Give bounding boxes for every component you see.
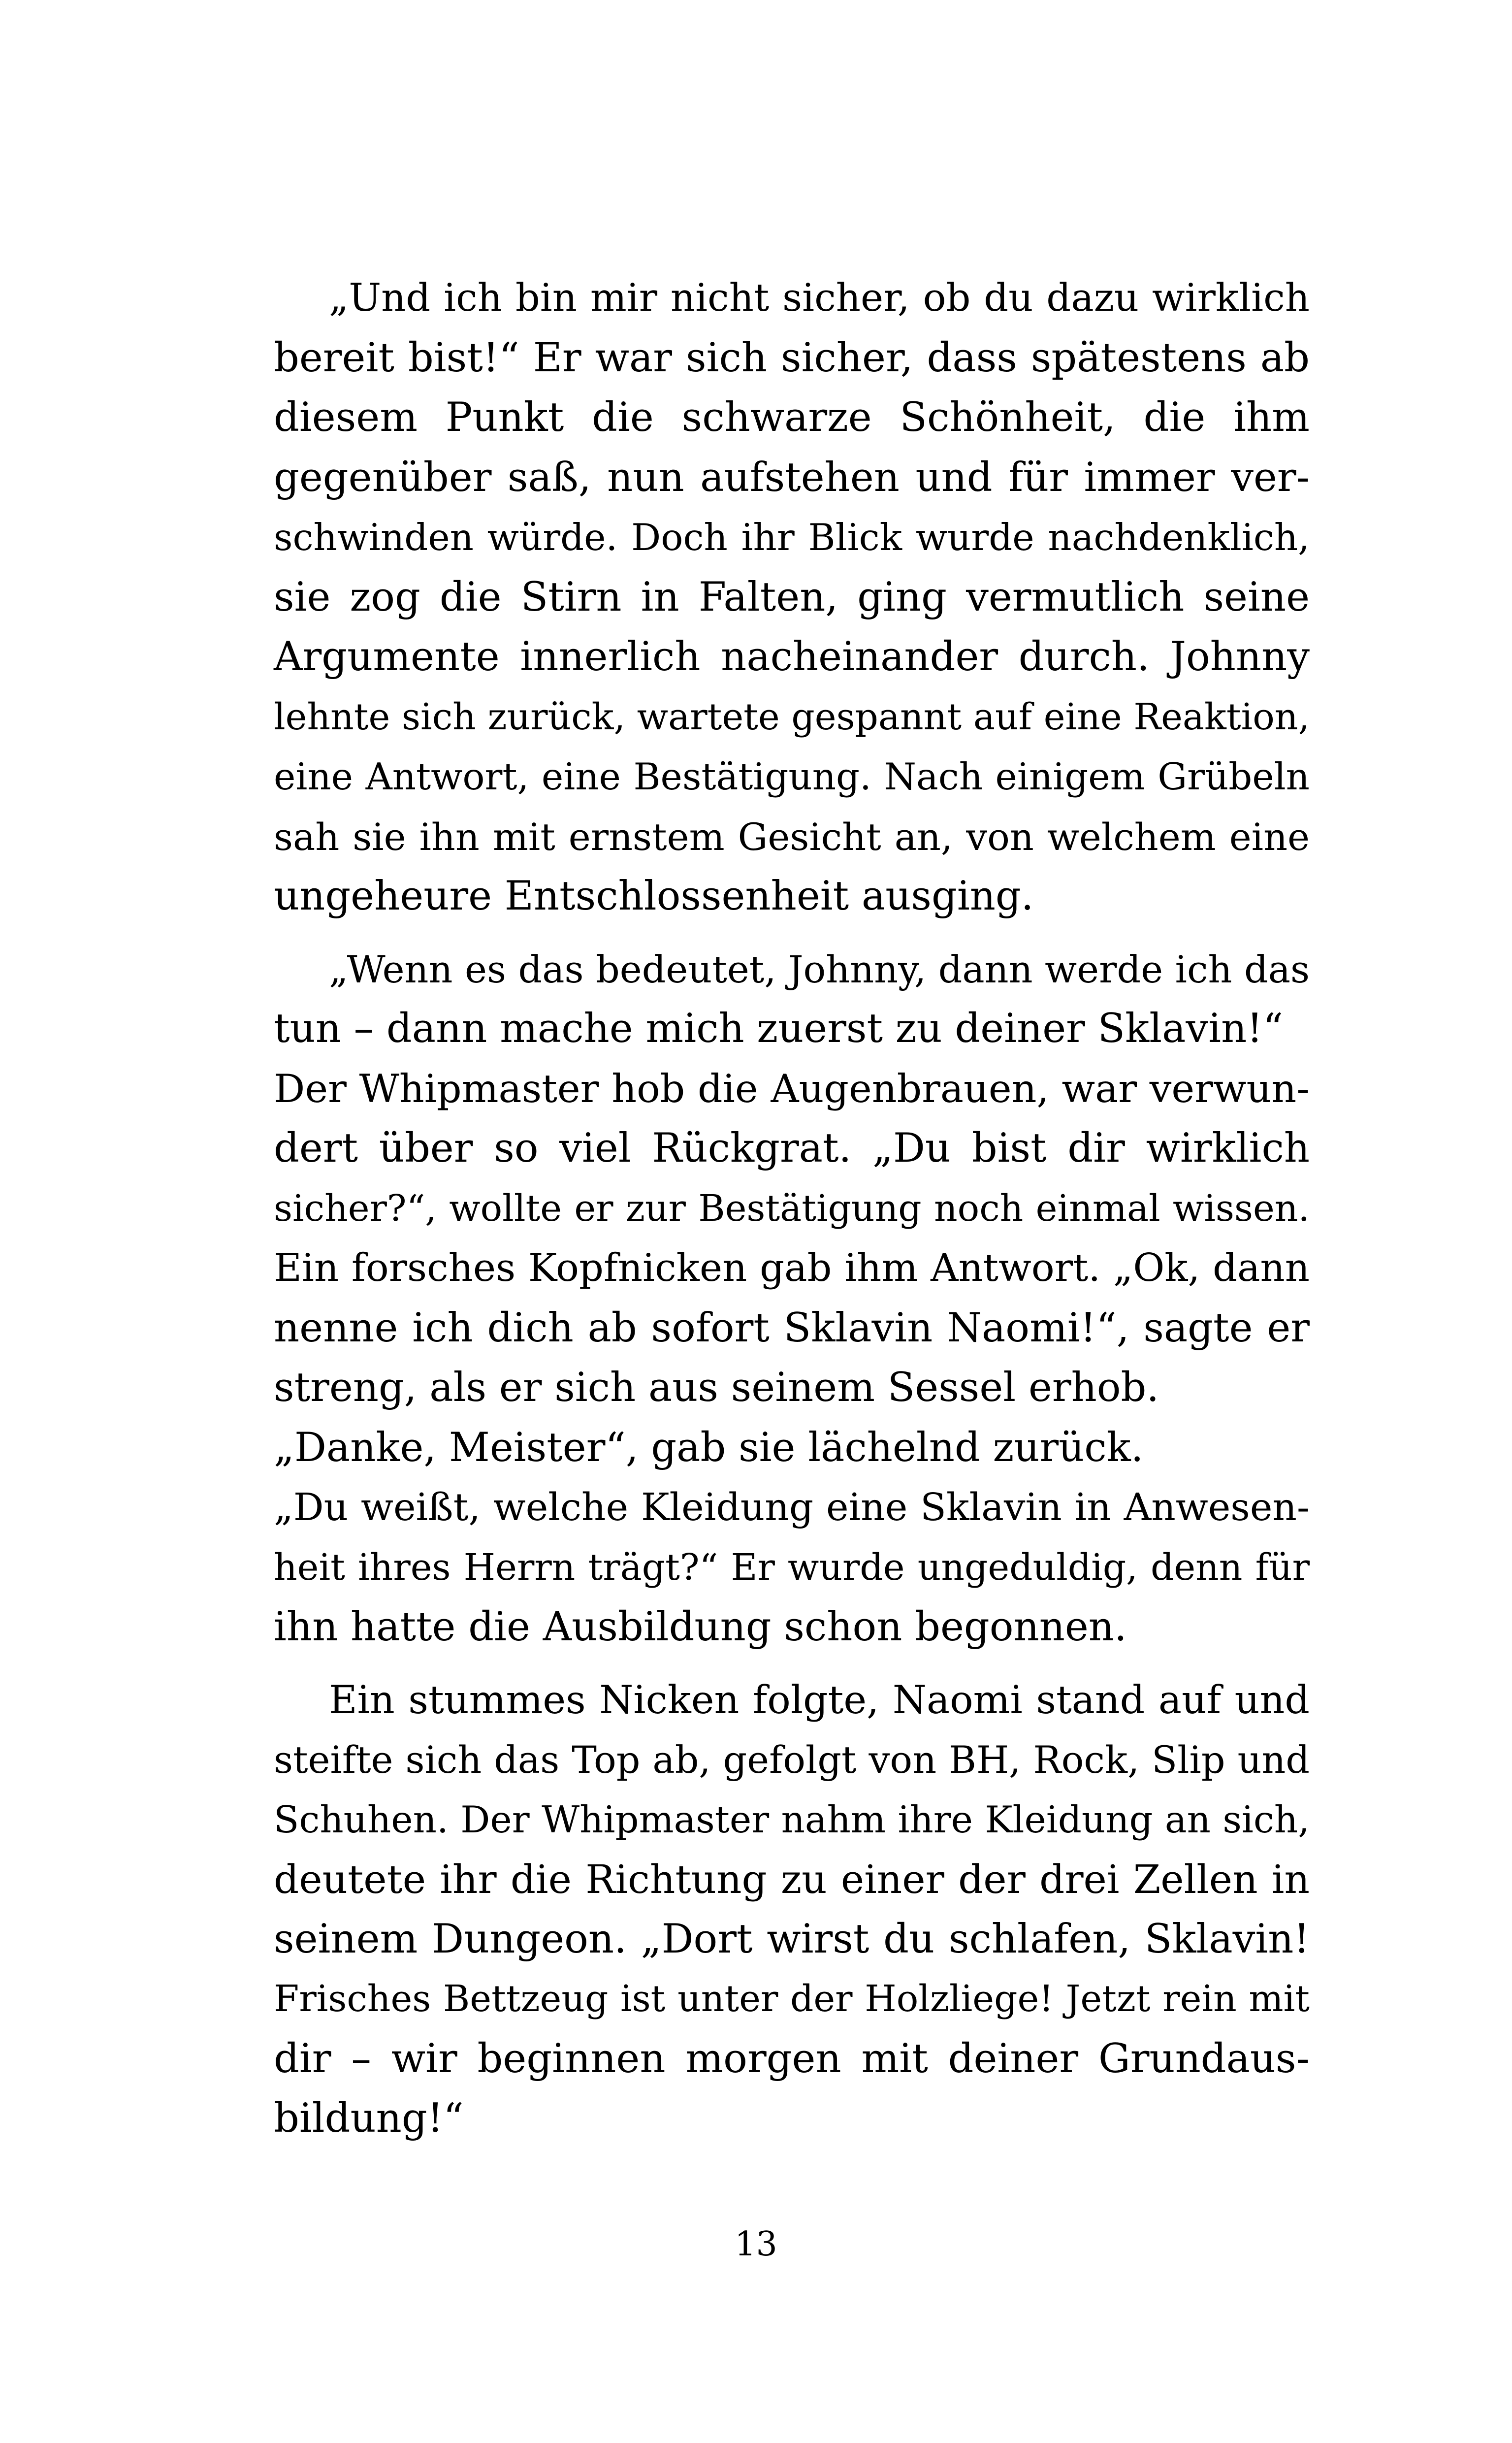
- text-line: Schuhen. Der Whipmaster nahm ihre Kleidung an sich,: [274, 1797, 1310, 1841]
- paragraph-gap: [274, 927, 1310, 940]
- text-line: ihn hatte die Ausbildung schon begonnen.: [274, 1604, 1127, 1650]
- text-line: dert über so viel Rückgrat. „Du bist dir wirklich: [274, 1125, 1310, 1172]
- text-line: Argumente innerlich nacheinander durch. Johnny: [274, 634, 1310, 680]
- text-line: sie zog die Stirn in Falten, ging vermutlich seine: [274, 574, 1310, 620]
- text-line: Der Whipmaster hob die Augenbrauen, war verwun-: [274, 1066, 1310, 1111]
- text-line: bildung!“: [274, 2095, 464, 2142]
- text-line: tun – dann mache mich zuerst zu deiner Sklavin!“: [274, 1006, 1284, 1052]
- text-line: diesem Punkt die schwarze Schönheit, die ihm: [274, 394, 1310, 441]
- text-line: bereit bist!“ Er war sich sicher, dass spätestens ab: [274, 334, 1310, 381]
- paragraph: [274, 940, 1310, 1658]
- text-line: eine Antwort, eine Bestätigung. Nach einigem Grübeln: [274, 755, 1310, 798]
- text-line: sah sie ihn mit ernstem Gesicht an, von welchem eine: [274, 814, 1310, 859]
- page-number: 13: [735, 2225, 777, 2264]
- text-line: steifte sich das Top ab, gefolgt von BH, Rock, Slip und: [274, 1738, 1310, 1782]
- text-line: Ein stummes Nicken folgte, Naomi stand auf und: [329, 1677, 1310, 1723]
- text-line: seinem Dungeon. „Dort wirst du schlafen, Sklavin!: [274, 1916, 1310, 1962]
- text-line: ungeheure Entschlossenheit ausging.: [274, 873, 1034, 919]
- text-line: nenne ich dich ab sofort Sklavin Naomi!“, sagte er: [274, 1304, 1310, 1351]
- text-line: „Du weißt, welche Kleidung eine Sklavin in Anwesen-: [274, 1486, 1310, 1530]
- text-line: „Und ich bin mir nicht sicher, ob du dazu wirklich: [329, 276, 1310, 320]
- paragraph-gap: [274, 1658, 1310, 1670]
- text-line: gegenüber saß, nun aufstehen und für immer ver-: [274, 454, 1310, 501]
- text-line: lehnte sich zurück, wartete gespannt auf eine Reaktion,: [274, 695, 1310, 738]
- text-line: dir – wir beginnen morgen mit deiner Grundaus-: [274, 2035, 1310, 2082]
- body-text: [274, 268, 1310, 2149]
- text-line: heit ihres Herrn trägt?“ Er wurde ungeduldig, denn für: [274, 1546, 1310, 1589]
- text-line: deutete ihr die Richtung zu einer der drei Zellen in: [274, 1857, 1310, 1902]
- text-line: sicher?“, wollte er zur Bestätigung noch einmal wissen.: [274, 1187, 1310, 1230]
- text-line: „Wenn es das bedeutet, Johnny, dann werde ich das: [329, 947, 1310, 991]
- text-line: Ein forsches Kopfnicken gab ihm Antwort. „Ok, dann: [274, 1246, 1310, 1290]
- paragraph: [274, 1670, 1310, 2149]
- text-line: schwinden würde. Doch ihr Blick wurde nachdenklich,: [274, 516, 1310, 559]
- paragraph: [274, 268, 1310, 927]
- text-line: „Danke, Meister“, gab sie lächelnd zurück.: [274, 1424, 1144, 1471]
- text-line: Frisches Bettzeug ist unter der Holzliege! Jetzt rein mit: [274, 1978, 1310, 2020]
- text-line: streng, als er sich aus seinem Sessel erhob.: [274, 1365, 1159, 1411]
